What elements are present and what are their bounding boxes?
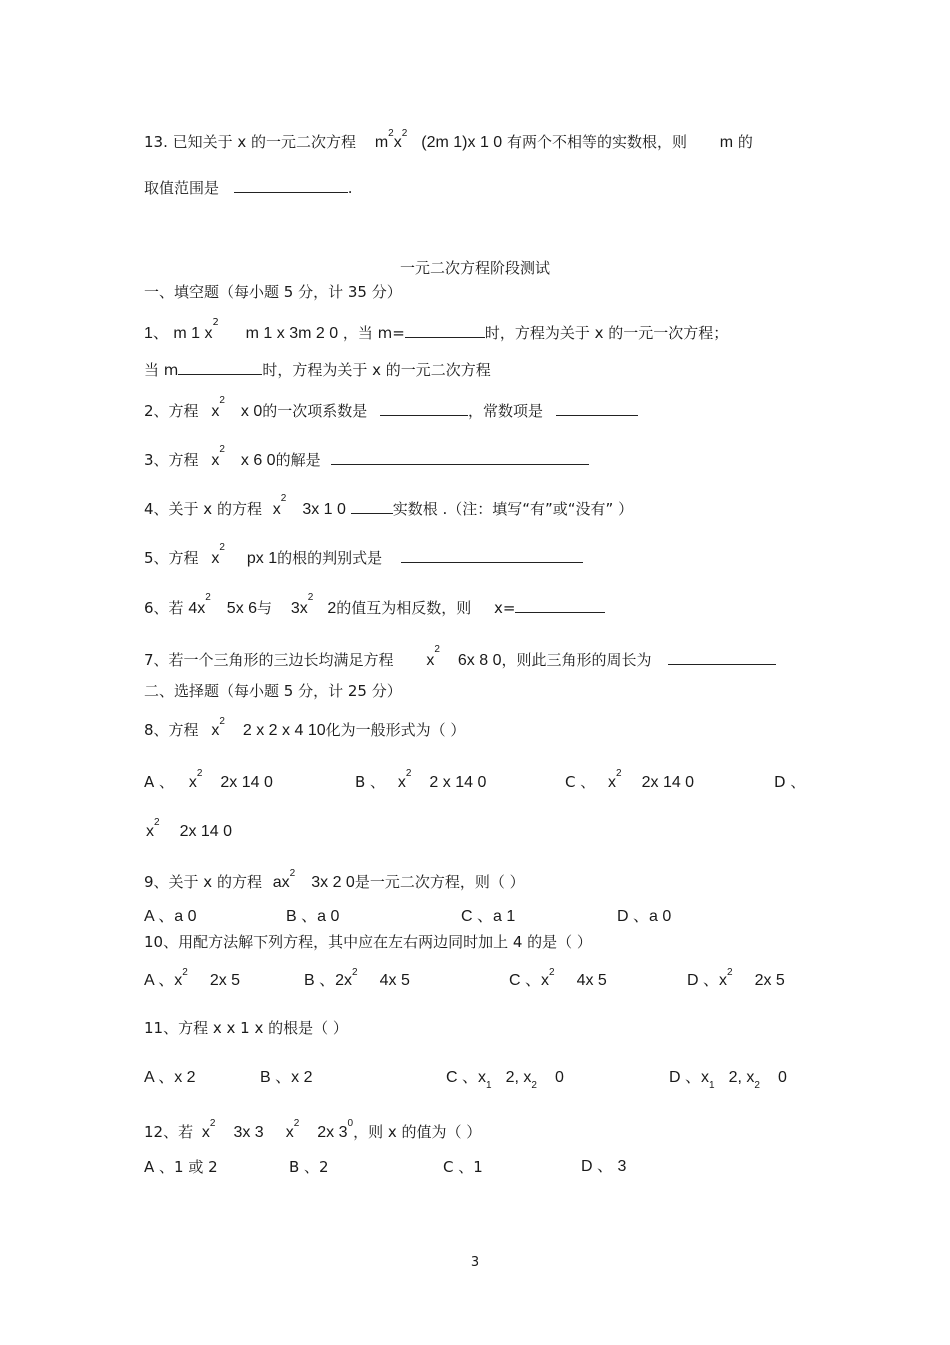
q8-option-d-equation: $x^22x$ 14 0 bbox=[146, 817, 233, 840]
q13-period: . bbox=[347, 179, 353, 197]
question-10: 10、用配方法解下列方程，其中应在左右两边同时加上 4 的是（ ） bbox=[144, 933, 592, 951]
q1-expr-b: m 1 x 3m 2 0 bbox=[245, 325, 339, 342]
question-11: 11、方程 x x 1 x 的根是（ ） bbox=[144, 1019, 348, 1037]
page-number: 3 bbox=[470, 1255, 480, 1270]
question-5 bbox=[144, 542, 583, 568]
q10-option-d[interactable]: D 、$x^2$ 2x 5 bbox=[687, 967, 785, 989]
q1-blank-1[interactable] bbox=[405, 322, 485, 338]
q12-equation: $x^23x$ 3 $x^22x$ $3^0$ bbox=[201, 1118, 354, 1141]
q9-equation: $ax^23x$ 2 0 bbox=[272, 868, 355, 891]
q4-blank[interactable] bbox=[351, 498, 393, 514]
q8-general-form-text: 化为一般形式为（ ） bbox=[325, 721, 466, 739]
q11-option-b[interactable]: B 、x 2 bbox=[260, 1069, 313, 1086]
q8-option-a-equation: $x^22x$ 14 0 bbox=[188, 768, 273, 791]
q6-expression-2: $3x^22$ bbox=[290, 592, 337, 617]
question-6 bbox=[144, 592, 605, 618]
section-fill-in-heading: 一、填空题（每小题 5 分，计 35 分） bbox=[144, 283, 402, 301]
q6-expression-1: $4x^25x$ 6 bbox=[188, 592, 258, 617]
page-title: 一元二次方程阶段测试 bbox=[399, 259, 550, 277]
q13-range-label: 取值范围是 bbox=[144, 179, 220, 197]
q6-x-label: x= bbox=[494, 599, 516, 617]
q9-option-a[interactable]: A 、a 0 bbox=[144, 908, 197, 925]
q13-equation: $m^2x^2(2m$ 1)x 1 0 bbox=[374, 128, 503, 151]
q12-option-a[interactable]: A 、1 或 2 bbox=[144, 1158, 218, 1176]
q8-option-d-label: D 、 bbox=[774, 773, 806, 791]
q8-option-b-equation: $x^22$ x 14 0 bbox=[397, 768, 487, 791]
q11-option-d[interactable]: D 、$x_1$ 2, $x_2$ 0 bbox=[669, 1069, 787, 1092]
q8-option-c[interactable] bbox=[565, 768, 695, 792]
q4-prefix: 4、关于 x 的方程 bbox=[144, 500, 262, 518]
q1-linear-text: 时，方程为关于 x 的一元一次方程； bbox=[484, 324, 729, 342]
q2-blank-2[interactable] bbox=[556, 400, 638, 416]
q2-constant-label: ，常数项是 bbox=[468, 402, 544, 420]
q8-option-c-equation: $x^22x$ 14 0 bbox=[608, 768, 695, 791]
question-4 bbox=[144, 493, 634, 519]
question-1-line2 bbox=[144, 359, 491, 379]
q9-option-b[interactable]: B 、a 0 bbox=[286, 908, 340, 925]
q8-option-b[interactable] bbox=[355, 768, 487, 792]
q9-option-c[interactable]: C 、a 1 bbox=[461, 908, 516, 925]
q8-equation: $x^22$ x 2 x 4 10 bbox=[211, 716, 326, 739]
q4-note: 实数根 .（注：填写“有”或“没有” ） bbox=[392, 500, 634, 518]
question-8 bbox=[144, 716, 466, 740]
q5-blank[interactable] bbox=[401, 547, 583, 563]
q1-expr-a: 1、 m 1 x bbox=[144, 325, 213, 342]
q9-condition-text: 是一元二次方程，则（ ） bbox=[354, 873, 525, 891]
q6-opposite-text: 的值互为相反数，则 bbox=[336, 599, 472, 617]
q1-quadratic-text: 时，方程为关于 x 的一元二次方程 bbox=[262, 361, 491, 379]
q12-option-b[interactable]: B 、2 bbox=[289, 1158, 329, 1176]
question-9 bbox=[144, 868, 525, 892]
q9-prefix: 9、关于 x 的方程 bbox=[144, 873, 262, 891]
q12-option-c[interactable]: C 、1 bbox=[443, 1158, 483, 1176]
q2-blank-1[interactable] bbox=[380, 400, 468, 416]
q12-value-text: ，则 x 的值为（ ） bbox=[353, 1123, 482, 1141]
q5-discriminant-label: 的根的判别式是 bbox=[277, 549, 383, 567]
q3-solution-label: 的解是 bbox=[275, 451, 321, 469]
q10-option-c[interactable]: C 、$x^2$ 4x 5 bbox=[509, 967, 607, 989]
question-3 bbox=[144, 444, 589, 470]
q8-option-d[interactable] bbox=[774, 773, 805, 791]
q10-option-b[interactable]: B 、$2x^2$ 4x 5 bbox=[304, 967, 410, 989]
q8-option-c-label: C 、 bbox=[565, 773, 596, 791]
question-13-line1 bbox=[144, 128, 753, 152]
q4-equation: $x^23x$ 1 0 bbox=[272, 493, 346, 518]
q1-when-m-2: 当 m bbox=[144, 361, 179, 379]
q8-prefix: 8、方程 bbox=[144, 721, 199, 739]
q10-option-a[interactable]: A 、$x^2$ 2x 5 bbox=[144, 967, 241, 989]
q6-and: 与 bbox=[257, 599, 273, 617]
question-13-line2 bbox=[144, 177, 353, 197]
q13-variable: m bbox=[719, 134, 734, 151]
q7-perimeter-label: ，则此三角形的周长为 bbox=[501, 651, 652, 669]
q3-prefix: 3、方程 bbox=[144, 451, 199, 469]
q7-equation: $x^26x$ 8 0 bbox=[426, 644, 502, 669]
q2-equation: $x^2x$ 0 bbox=[211, 395, 263, 420]
question-1-line1: 1、 m 1 $x^2$ m 1 x 3m 2 0 ，当 m= 时，方程为关于 x 的一元一次方程； bbox=[144, 317, 729, 342]
q2-linear-coef-label: 的一次项系数是 bbox=[262, 402, 368, 420]
q11-option-c[interactable]: C 、$x_1$ 2, $x_2$ 0 bbox=[446, 1069, 564, 1092]
q6-prefix: 6、若 bbox=[144, 599, 184, 617]
q13-suffix: 的 bbox=[737, 133, 753, 151]
q5-prefix: 5、方程 bbox=[144, 549, 199, 567]
q3-equation: $x^2x$ 6 0 bbox=[211, 444, 276, 469]
q13-answer-blank[interactable] bbox=[234, 177, 348, 193]
q5-equation: $x^2px$ 1 bbox=[211, 542, 278, 567]
question-2 bbox=[144, 395, 638, 421]
question-12 bbox=[144, 1118, 482, 1142]
q8-option-a[interactable] bbox=[144, 768, 273, 792]
question-7 bbox=[144, 644, 776, 670]
q1-when-m: ，当 m= bbox=[342, 324, 405, 342]
q13-prefix: 13. 已知关于 x 的一元二次方程 bbox=[144, 133, 357, 151]
q12-option-d[interactable]: D 、 3 bbox=[581, 1158, 627, 1175]
q1-blank-2[interactable] bbox=[178, 359, 262, 375]
q3-blank[interactable] bbox=[331, 449, 589, 465]
q13-condition: 有两个不相等的实数根，则 bbox=[506, 133, 687, 151]
q6-blank[interactable] bbox=[515, 597, 605, 613]
q8-option-b-label: B 、 bbox=[355, 773, 386, 791]
q7-prefix: 7、若一个三角形的三边长均满足方程 bbox=[144, 651, 394, 669]
q8-option-a-label: A 、 bbox=[144, 773, 175, 791]
q9-option-d[interactable]: D 、a 0 bbox=[617, 908, 672, 925]
section-choice-heading: 二、选择题（每小题 5 分，计 25 分） bbox=[144, 682, 402, 700]
q11-option-a[interactable]: A 、x 2 bbox=[144, 1069, 196, 1086]
q2-prefix: 2、方程 bbox=[144, 402, 199, 420]
q7-blank[interactable] bbox=[668, 649, 776, 665]
q12-prefix: 12、若 bbox=[144, 1123, 194, 1141]
